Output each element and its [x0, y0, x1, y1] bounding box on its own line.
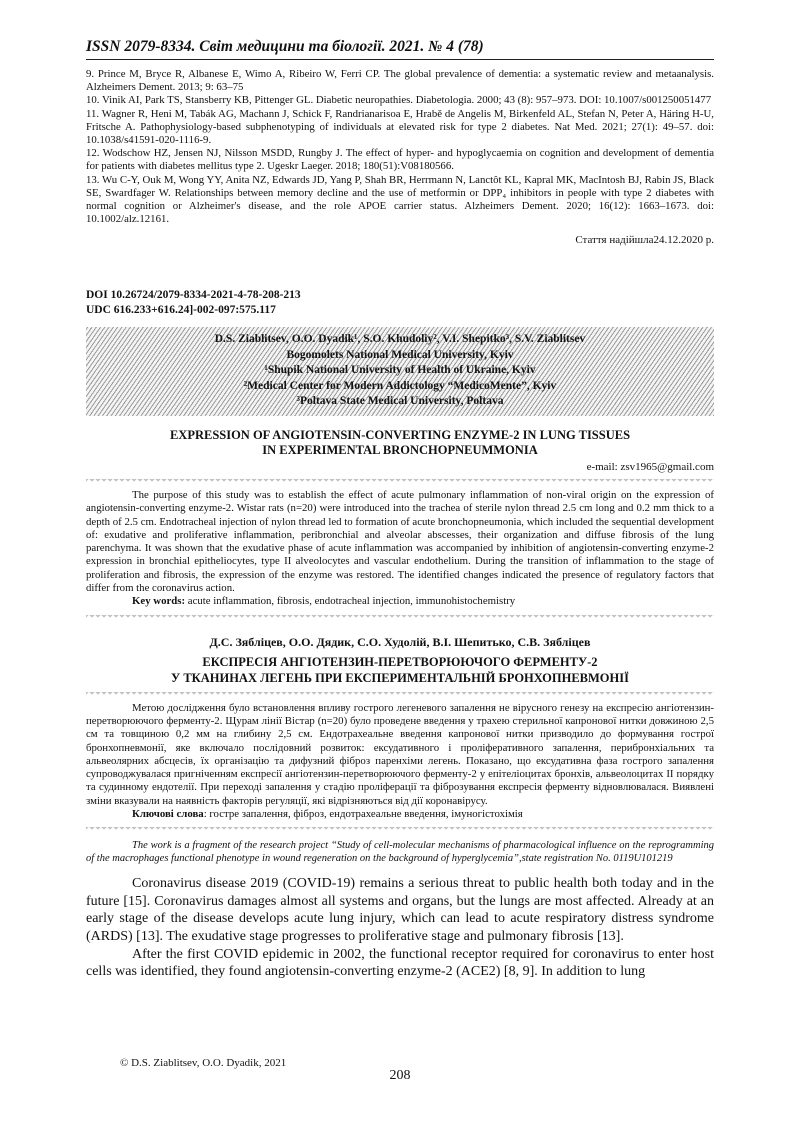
- reference-list: [86, 68, 714, 226]
- journal-header: ISSN 2079-8334. Світ медицини та біології. 2021. № 4 (78): [86, 38, 714, 60]
- copyright-footnote: © D.S. Ziablitsev, O.O. Dyadik, 2021: [120, 1057, 287, 1069]
- keywords-label: Ключові слова: [132, 807, 204, 820]
- doi: DOI 10.26724/2079-8334-2021-4-78-208-213: [86, 289, 301, 302]
- doi-block: [86, 288, 714, 318]
- reference-item: 10. Vinik AI, Park TS, Stansberry KB, Pittenger GL. Diabetic neuropathies. Diabetologia. 2000; 43 (8): 957–973. DOI: 10.1007/s001250051477: [86, 94, 712, 107]
- keywords-text: acute inflammation, fibrosis, endotracheal injection, immunohistochemistry: [185, 595, 516, 608]
- body-paragraph: Coronavirus disease 2019 (COVID-19) remains a serious threat to public health both today and in the future [15]. Coronavirus damages almost all systems and organs, but the lungs are most affected. Already at an early stage of the disease develops acute lung injury, which can lead to acute respiratory distress syndrome (ARDS) [13]. The exudative stage progresses to proliferative stage and pulmonary fibrosis [13].: [86, 876, 714, 945]
- divider: [86, 692, 714, 698]
- article-title-ua: [86, 654, 714, 686]
- keywords-label: Key words:: [132, 595, 186, 608]
- keywords-text: : гостре запалення, фіброз, ендотрахеальне введення, імуногістохімія: [203, 807, 523, 820]
- reference-item: 13. Wu C-Y, Ouk M, Wong YY, Anita NZ, Edwards JD, Yang P, Shah BR, Herrmann N, Lanctôt KL, Kapral MK, MacIntosh BJ, Rabin JS, Black SE, Swardfager W. Relationships between memory decline and the use of metformin or DPP₄ inhibitors in people with type 2 diabetes with normal cognition or Alzheimer's disease, and the role APOE carrier status. Alzheimers Dement. 2020; 16(12): 1663–1673. doi: 10.1002/alz.12161.: [86, 173, 714, 226]
- reference-item: 9. Prince M, Bryce R, Albanese E, Wimo A, Ribeiro W, Ferri CP. The global prevalence of dementia: a systematic review and metaanalysis. Alzheimers Dement. 2013; 9: 63–75: [86, 68, 714, 94]
- page-number: 208: [389, 1068, 411, 1083]
- contact-email[interactable]: e-mail: zsv1965@gmail.com: [586, 460, 714, 473]
- title-line: ЕКСПРЕСІЯ АНГІОТЕНЗИН-ПЕРЕТВОРЮЮЧОГО ФЕРМЕНТУ-2: [202, 654, 598, 669]
- divider: [86, 479, 714, 485]
- body-paragraph: After the first COVID epidemic in 2002, the functional receptor required for coronavirus to enter host cells was identified, they found angiotensin-converting enzyme-2 (ACE2) [8, 9]. In addition to lung: [86, 946, 714, 980]
- keywords-ua: [86, 808, 714, 821]
- authors-ua: Д.С. Зябліцев, О.О. Дядик, С.О. Худолій, В.І. Шепитько, С.В. Зябліцев: [209, 634, 591, 649]
- title-line: У ТКАНИНАХ ЛЕГЕНЬ ПРИ ЕКСПЕРИМЕНТАЛЬНІЙ БРОНХОПНЕВМОНІЇ: [171, 670, 629, 685]
- abstract-en: The purpose of this study was to establish the effect of acute pulmonary inflammation of non-viral origin on the expression of angiotensin-converting enzyme-2. Wistar rats (n=20) were introduced into the trachea of sterile nylon thread 2.5 cm long and 0.2 mm thick to a depth of 2.5 cm. Endotracheal injection of nylon thread led to formation of acute bronchopneumonia, which included the sequential development of: exudative and proliferative inflammation, peribronchial and alveolar abscesses, their organization and diffuse fibrosis of the lung parenchyma. It was shown that the exudative phase of acute inflammation was accompanied by inhibition of angiotensin-converting enzyme-2 expression in bronchial epitheliocytes, type II alveolocytes and vascular endothelium. During the transition of inflammation to the stage of proliferation and fibrosis, the expression of the enzyme was restored. The identified changes indicated the presence of regulatory factors that differ from the coronavirus action.: [86, 488, 714, 595]
- divider: [86, 615, 714, 621]
- authors-affiliations-box: [86, 327, 714, 416]
- reference-item: 11. Wagner R, Heni M, Tabák AG, Machann J, Schick F, Randrianarisoa E, Hrabě de Angelis M, Birkenfeld AL, Stefan N, Peter A, Häring H-U, Fritsche A. Pathophysiology-based subphenotyping of individuals at elevated risk for type 2 diabetes. Nat Med. 2021; 27(1): 49–57. doi: 10.1038/s41591-020-1116-9.: [86, 107, 714, 147]
- udc: UDC 616.233+616.24]-002-097:575.117: [86, 304, 276, 317]
- title-line: IN EXPERIMENTAL BRONCHOPNEUMMONIA: [262, 443, 538, 458]
- affiliation-line: ³Poltava State Medical University, Poltava: [296, 395, 504, 408]
- reference-item: 12. Wodschow HZ, Jensen NJ, Nilsson MSDD, Rungby J. The effect of hyper- and hypoglycaemia on cognition and development of dementia for patients with diabetes mellitus type 2. Ugeskr Laeger. 2018; 180(51):V08180566.: [86, 147, 714, 173]
- abstract-ua: Метою дослідження було встановлення впливу гострого легеневого запалення не вірусного генезу на експресію ангіотензин-перетворюючого ферменту-2. Щурам лінії Вістар (n=20) було проведене введення у трахею стерильної капронової нитки довжиною 2,5 см та товщиною 0,2 мм на глибину 2,5 см. Ендотрахеальне введення капронової нитки призводило до формування гострої бронхопневмонії, яке включало послідовний розвиток: ексудативного і проліферативного запалення, перибронхіальних та альвеолярних абсцесів, їх організацію та дифузний фіброз паренхіми легень. Показано, що ексудативна фаза гострого запалення супроводжувалася пригніченням експресії ангіотензин-перетворюючого ферменту-2 у епітеліоцитах бронхів, альвеолоцитах II порядку та судинному ендотелії. При переході запалення у стадію проліферації та фіброзування експресія ферменту відновлювалася. Виявлені зміни вказували на наявність факторів регуляції, які відрізняються від дії коронавірусу.: [86, 701, 714, 807]
- affiliation-line: ¹Shupik National University of Health of Ukraine, Kyiv: [264, 364, 536, 377]
- divider: [86, 827, 714, 833]
- affiliation-line: Bogomolets National Medical University, Kyiv: [286, 348, 514, 361]
- funding-note: The work is a fragment of the research project “Study of cell-molecular mechanisms of pharmacological influence on the reprogramming of the macrophages functional phenotype in wound regeneration on the background of hyperglycemia”,state registration No. 0119U101219: [86, 840, 714, 865]
- affiliation-line: ²Medical Center for Modern Addictology “MedicoMente”, Kyiv: [243, 379, 557, 392]
- title-line: EXPRESSION OF ANGIOTENSIN-CONVERTING ENZYME-2 IN LUNG TISSUES: [169, 427, 631, 442]
- keywords-en: [86, 595, 714, 608]
- article-body: [86, 875, 714, 981]
- authors-line: D.S. Ziablitsev, O.O. Dyadik¹, S.O. Khudoliy², V.I. Shepitko³, S.V. Ziablitsev: [214, 333, 586, 346]
- article-title-en: [86, 428, 714, 459]
- received-date: Стаття надійшла24.12.2020 р.: [575, 234, 714, 247]
